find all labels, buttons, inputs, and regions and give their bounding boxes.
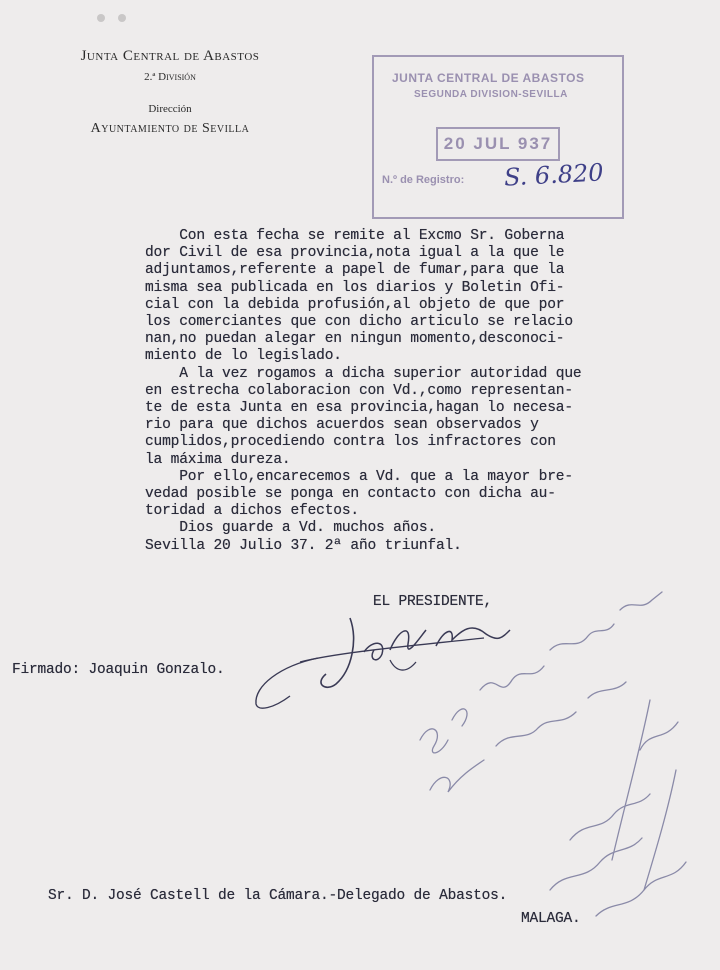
addressee-city: MALAGA. bbox=[521, 911, 581, 927]
stamp-registro-number: S. 6.820 bbox=[503, 158, 605, 192]
body-line: toridad a dichos efectos. bbox=[145, 503, 359, 520]
pencil-annotation bbox=[400, 570, 710, 930]
letterhead bbox=[40, 48, 300, 137]
letterhead-org: Junta Central de Abastos bbox=[80, 48, 260, 64]
letterhead-direccion: Dirección bbox=[148, 103, 192, 115]
letterhead-ayuntamiento: Ayuntamiento de Sevilla bbox=[90, 121, 250, 136]
body-line: nan,no puedan alegar en ningun momento,desconoci- bbox=[145, 331, 565, 348]
body-line: A la vez rogamos a dicha superior autoridad que bbox=[145, 365, 582, 382]
signed-by: Firmado: Joaquin Gonzalo. bbox=[12, 662, 225, 678]
body-line: en estrecha colaboracion con Vd.,como representan- bbox=[145, 382, 573, 399]
body-line: adjuntamos,referente a papel de fumar,para que la bbox=[145, 262, 565, 279]
body-line: Dios guarde a Vd. muchos años. bbox=[145, 520, 436, 537]
addressee-line: Sr. D. José Castell de la Cámara.-Delegado de Abastos. bbox=[48, 888, 508, 904]
body-line: miento de lo legislado. bbox=[145, 348, 342, 365]
body-line: misma sea publicada en los diarios y Boletin Ofi- bbox=[145, 279, 565, 296]
registry-stamp bbox=[372, 55, 624, 219]
punch-hole bbox=[118, 14, 126, 22]
stamp-registro-label: N.º de Registro: bbox=[382, 174, 465, 186]
stamp-date: 20 JUL 937 bbox=[436, 127, 560, 161]
body-line: te de esta Junta en esa provincia,hagan lo necesa- bbox=[145, 400, 573, 417]
body-line: Por ello,encarecemos a Vd. que a la mayor bre- bbox=[145, 468, 573, 485]
stamp-line1: JUNTA CENTRAL DE ABASTOS bbox=[392, 71, 585, 85]
letterhead-division: 2.ª División bbox=[144, 71, 196, 83]
body-line: cumplidos,procediendo contra los infractores con bbox=[145, 434, 556, 451]
body-line: rio para que dichos acuerdos sean observados y bbox=[145, 417, 539, 434]
stamp-line2: SEGUNDA DIVISION-SEVILLA bbox=[414, 89, 568, 100]
body-line: vedad posible se ponga en contacto con dicha au- bbox=[145, 486, 556, 503]
body-line: dor Civil de esa provincia,nota igual a la que le bbox=[145, 245, 565, 262]
body-line: Sevilla 20 Julio 37. 2ª año triunfal. bbox=[145, 537, 462, 554]
signatory-title: EL PRESIDENTE, bbox=[373, 594, 493, 610]
body-line: cial con la debida profusión,al objeto de que por bbox=[145, 296, 565, 313]
body-line: Con esta fecha se remite al Excmo Sr. Goberna bbox=[145, 228, 565, 244]
punch-hole bbox=[97, 14, 105, 22]
body-line: los comerciantes que con dicho articulo se relacio bbox=[145, 314, 573, 331]
letter-body bbox=[145, 228, 705, 555]
body-line: la máxima dureza. bbox=[145, 451, 291, 468]
